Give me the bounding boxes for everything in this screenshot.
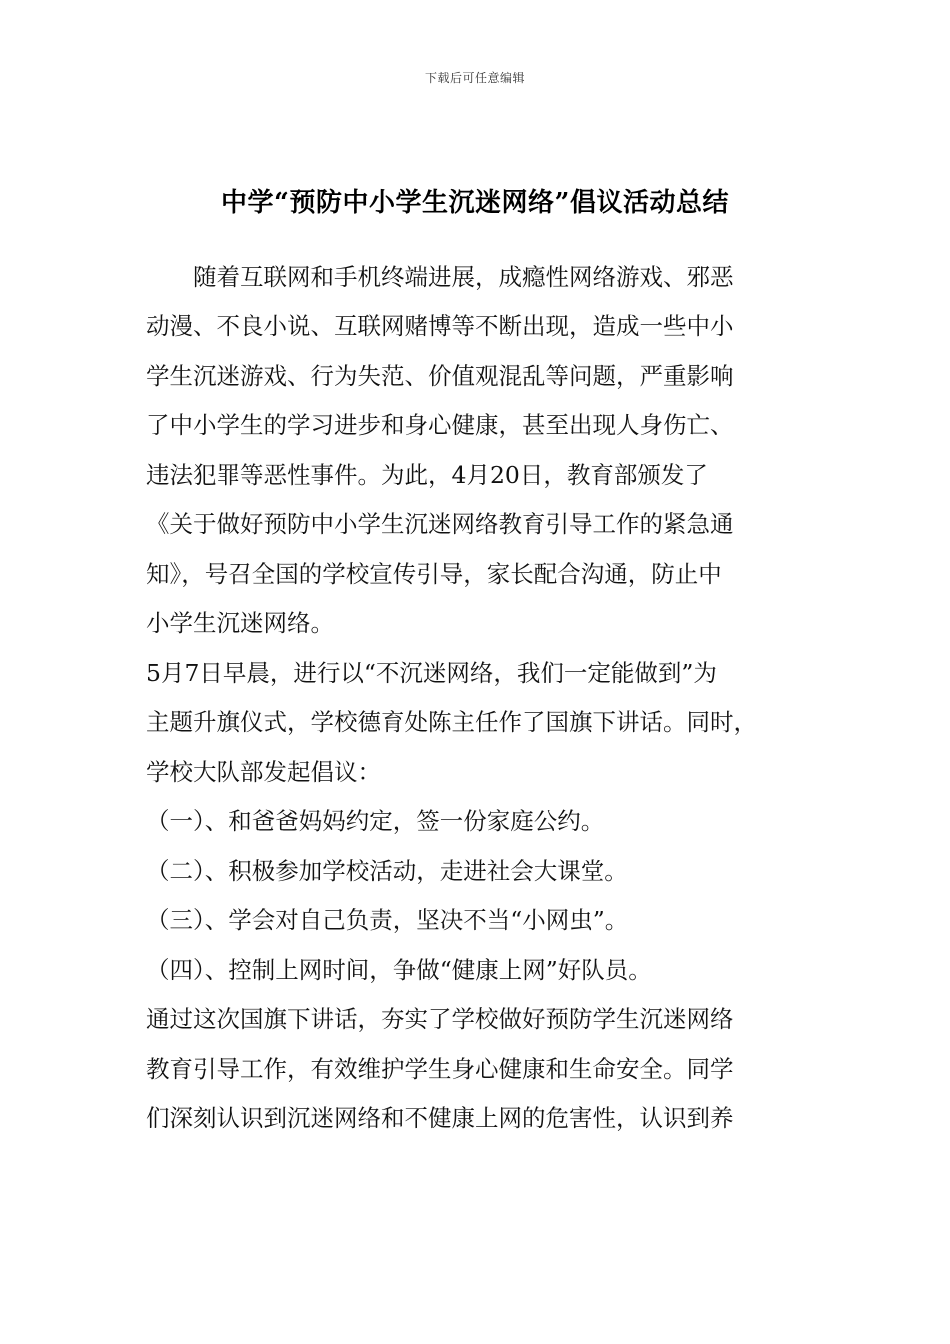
body-line-3: 学生沉迷游戏、行为失范、价值观混乱等问题，严重影响 [146, 362, 734, 390]
body-line-17: 教育引导工作，有效维护学生身心健康和生命安全。同学 [146, 1055, 734, 1083]
body-line-5: 违法犯罪等恶性事件。为此，4月20日，教育部颁发了 [146, 461, 708, 489]
header-note: 下载后可任意编辑 [424, 71, 525, 85]
body-line-16: 通过这次国旗下讲话，夯实了学校做好预防学生沉迷网络 [146, 1005, 734, 1033]
body-line-8: 小学生沉迷网络。 [146, 609, 334, 637]
list-item-1: （一）、和爸爸妈妈约定，签一份家庭公约。 [146, 807, 605, 835]
body-line-1: 随着互联网和手机终端进展，成瘾性网络游戏、邪恶 [146, 263, 734, 291]
body-line-11: 学校大队部发起倡议： [146, 758, 381, 786]
body-line-18: 们深刻认识到沉迷网络和不健康上网的危害性，认识到养 [146, 1104, 734, 1132]
body-line-10: 主题升旗仪式，学校德育处陈主任作了国旗下讲话。同时， [146, 708, 757, 736]
body-line-4: 了中小学生的学习进步和身心健康，甚至出现人身伤亡、 [146, 411, 734, 439]
body-line-9: 5月7日早晨，进行以“不沉迷网络，我们一定能做到”为 [146, 659, 717, 687]
body-line-7: 知》，号召全国的学校宣传引导，家长配合沟通，防止中 [146, 560, 722, 588]
body-line-2: 动漫、不良小说、互联网赌博等不断出现，造成一些中小 [146, 312, 734, 340]
list-item-2: （二）、积极参加学校活动，走进社会大课堂。 [146, 857, 628, 885]
list-item-4: （四）、控制上网时间，争做“健康上网”好队员。 [146, 956, 652, 984]
body-line-6: 《关于做好预防中小学生沉迷网络教育引导工作的紧急通 [146, 510, 734, 538]
document-title: 中学“预防中小学生沉迷网络”倡议活动总结 [221, 188, 729, 218]
list-item-3: （三）、学会对自己负责，坚决不当“小网虫”。 [146, 906, 629, 934]
